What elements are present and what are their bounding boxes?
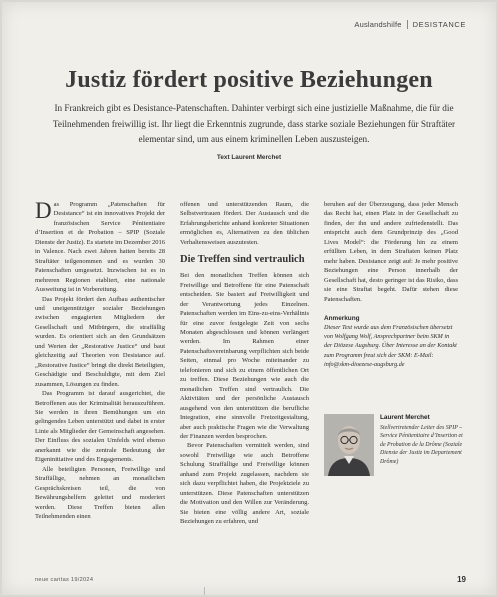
paragraph: offenen und unterstützenden Raum, die Selbstvertrauen fördert. Der Austausch und die Erfahrungsberichte anhand konkreter Situationen ermöglichen es, Alternativen zu den üblichen Verhaltensweisen auszutesten. [180,201,309,246]
column-3 [324,200,458,369]
rubric-label: Auslandshilfe [354,20,402,29]
column-1 [35,200,165,521]
issue-label: neue caritas 19/2024 [35,576,94,583]
author-photo [324,414,374,476]
author-name: Laurent Merchet [380,414,430,421]
author-portrait-icon [324,414,374,476]
rubric-section: DESISTANCE [412,20,466,29]
article-lead: In Frankreich gibt es Desistance-Patenschaften. Dahinter verbirgt sich eine justizielle Maßnahme, die für die Teilnehmenden freiwillig ist. Ihr liegt die Erkenntnis zugrunde, dass starke soziale Beziehungen für Straftäter elementar sind, um aus einem kriminellen Leben auszusteigen. [52,103,456,144]
paragraph: Bevor Patenschaften vermittelt werden, sind sowohl Freiwillige wie auch Betroffene Schulung Straffällige und Freiwillige können anhand zum Projekt zugelassen, nachdem sie sich dazu verpflichtet haben, die Projektziele zu unterstützen. Diese Patenschaften unterstützen die Motivation und den Willen zur Veränderung. Sie bieten eine völlig andere Art, soziale Beziehungen zu erfahren, und [180,442,309,526]
page-footer [35,575,466,584]
page-number: 19 [457,575,466,584]
paragraph: Bei den monatlichen Treffen können sich Freiwillige und Betroffene für eine Patenschaft entscheiden. Sie basiert auf Freiwilligkeit und der Verantwortung jedes Einzelnen. Patenschaften werden im Eins-zu-eins-Verhältnis für eine zuvor festgelegte Zeit von sechs Monaten abgeschlossen und können verlängert werden. Im Rahmen einer Patenschaftsvereinbarung verpflichten sich beide Seiten, einmal pro Woche miteinander zu telefonieren und sich zu einem öffentlichen Ort zu treffen. Diese Beziehungen wie auch die monatlichen Treffen sind vertraulich. Die Aktivitäten und der persönliche Austausch ausgehend von den unterstützen die berufliche Integration, eine sinnvolle Freizeitgestaltung, aber auch praktische Fragen wie die Verwaltung der Finanzen werden besprochen. [180,272,309,440]
note-heading: Anmerkung [324,314,360,322]
paragraph: Das Projekt fördert den Aufbau authentischer und uneigennütziger sozialer Beziehungen zwischen engagierten Mitgliedern der Gesellschaft und Mitbürgern, die straffällig wurden. Es orientiert sich an den Grundsätzen und Werten der „Restorative Justice“ und baut gleichzeitig auf Theorien von Desistance auf. „Restorative Justice“ bringt die direkt Beteiligten, Geschädigte und Beschuldigte, mit dem Ziel zusammen, Lösungen zu finden. [35,295,165,388]
drop-cap: D [35,198,52,223]
paragraph [35,200,165,295]
author-bio: Stellvertretender Leiter des SPIP – Service Pénitentiaire d’Insertion et de Probation de la Drôme (Soziale Dienste der Justiz im Departement Drôme) [380,425,463,465]
magazine-page [2,2,496,595]
paragraph: beruhen auf der Überzeugung, dass jeder Mensch das Recht hat, einen Platz in der Gesellschaft zu finden, der ihn und andere zufriedenstellt. Das entspricht auch dem Grundprinzip des „Good Lives Model“: die Förderung hin zu einem erfüllten Leben, in dem Straftaten keinen Platz mehr haben. Desistance zeigt auf: Je mehr positive Beziehungen eine Person innerhalb der Gesellschaft hat, desto geringer ist das Risiko, dass sie eine Straftat begeht. Dafür stehen diese Patenschaften. [324,201,458,303]
paragraph: Alle beteiligten Personen, Freiwillige und Straffällige, nehmen an monatlichen Gesprächskreisen teil, die von Bewährungshelfern geleitet und moderiert werden. Diese Treffen bieten allen Teilnehmenden einen [35,465,165,520]
column-2 [180,200,309,527]
paragraph: Das Programm ist darauf ausgerichtet, die Betroffenen aus der Kriminalität herauszuführen. Sie werden in ihren Bemühungen um ein gelingendes Leben unterstützt und dabei in erster Linie als Mitglieder der Gemeinschaft angesehen. Der Einfluss des sozialen Umfelds wird ebenso anerkannt wie die zentrale Bedeutung der Eigeninitiative und des Engagements. [35,390,165,464]
note-text: Dieser Text wurde aus dem Französischen übersetzt von Wolfgang Wolf, Ansprechpartner beim SKM in der Diözese Augsburg. Über Interesse an der Kontakt zum Programm freut sich der SKM: E-Mail: info@skm-dioezese-augsburg.de [324,323,457,368]
article-title: Justiz fördert positive Beziehungen [65,67,433,93]
section-rubric [354,20,466,29]
subheading: Die Treffen sind vertraulich [180,254,305,266]
fold-mark [204,587,205,595]
rubric-divider [407,20,408,29]
paragraph-text: as Programm „Patenschaften für Desistance“ ist ein innovatives Projekt der französischen Service Pénitentiaire d’Insertion et de Probation – SPIP (Soziale Dienste der Justiz). Es startete im Dezember 2016 in Valence. Nach zwei Jahren hatten bereits 28 Straftäter teilgenommen und es wurden 30 Patenschaften umgesetzt. Inzwischen ist es in mehreren Regionen etabliert, eine nationale Ausweitung ist in Vorbereitung. [35,201,165,294]
byline: Text Laurent Merchet [216,154,282,161]
